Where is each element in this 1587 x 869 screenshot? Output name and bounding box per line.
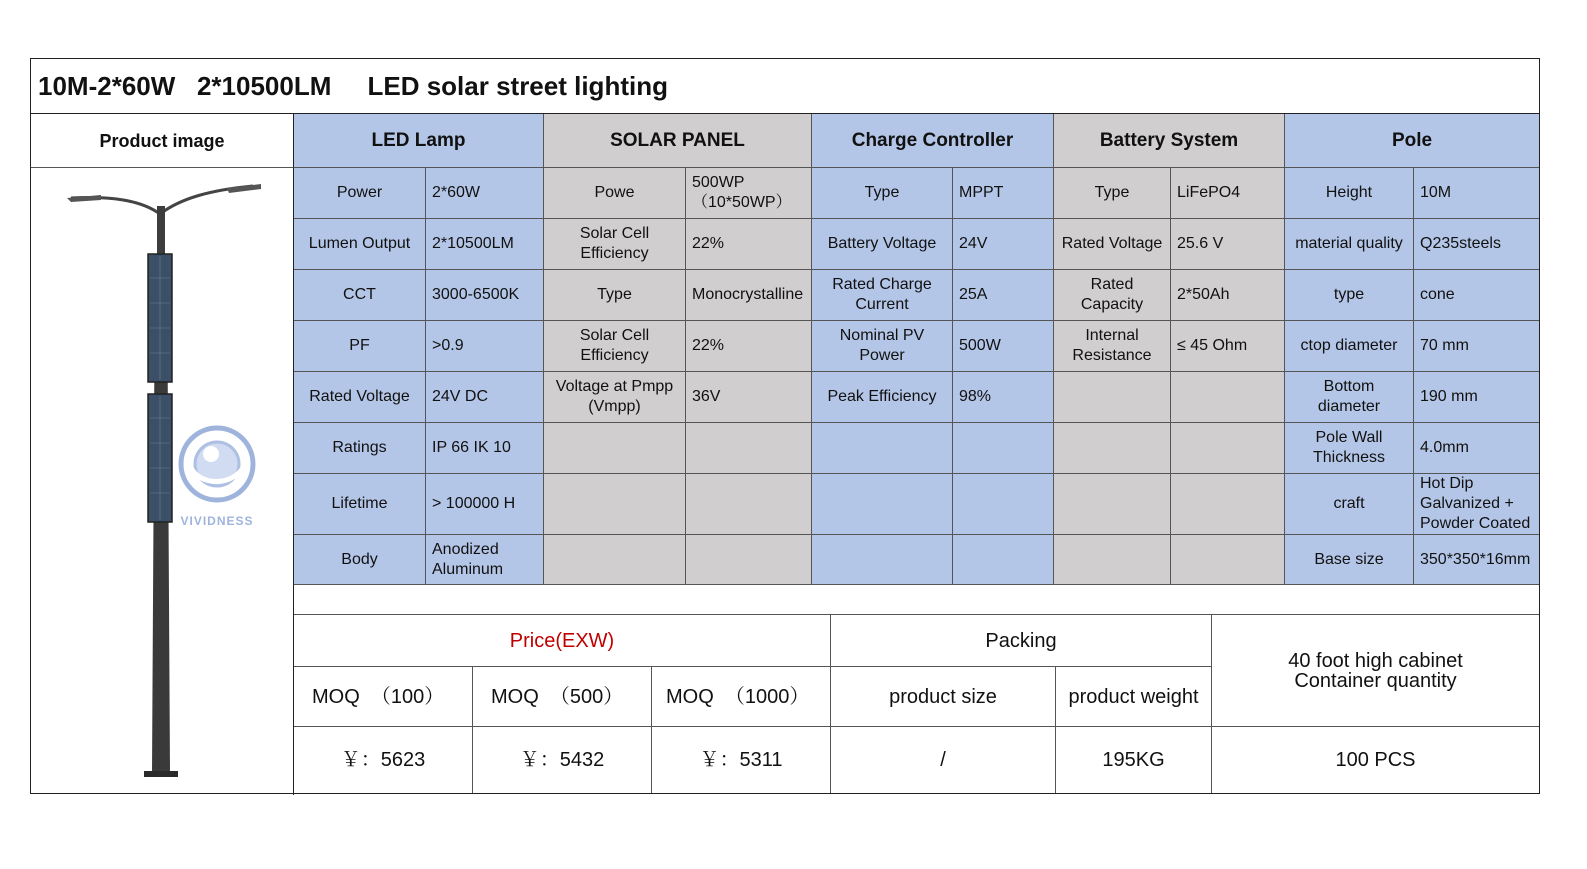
pole-header: Pole <box>1285 114 1539 168</box>
moq-1000-label: MOQ （1000） <box>652 667 831 727</box>
pole-value-row-2: Q235steels <box>1414 219 1539 270</box>
pole-value-row-7: Hot Dip Galvanized + Powder Coated <box>1414 474 1539 535</box>
pole-key-row-4: ctop diameter <box>1285 321 1414 372</box>
led-lamp-key-row-4: PF <box>294 321 426 372</box>
moq-100-label: MOQ （100） <box>294 667 473 727</box>
pole-value-row-5: 190 mm <box>1414 372 1539 423</box>
charge-controller-value-row-4: 500W <box>953 321 1054 372</box>
solar-panel-key-row-6 <box>544 423 686 474</box>
pole-key-row-5: Bottom diameter <box>1285 372 1414 423</box>
charge-controller-key-row-2: Battery Voltage <box>812 219 953 270</box>
charge-controller-key-row-3: Rated Charge Current <box>812 270 953 321</box>
led-lamp-value-row-8: Anodized Aluminum <box>426 535 544 585</box>
led-lamp-key-row-5: Rated Voltage <box>294 372 426 423</box>
pole-key-row-8: Base size <box>1285 535 1414 585</box>
pole-value-row-3: cone <box>1414 270 1539 321</box>
product-weight-label: product weight <box>1056 667 1212 727</box>
spec-sheet <box>30 58 1540 794</box>
pole-key-row-2: material quality <box>1285 219 1414 270</box>
product-weight-value: 195KG <box>1056 727 1212 793</box>
price-label: Price(EXW) <box>294 615 831 667</box>
right-lamp-head-icon <box>227 184 261 193</box>
charge-controller-key-row-6 <box>812 423 953 474</box>
price-moq-1000: ￥：5311 <box>652 727 831 793</box>
left-lamp-head-icon <box>67 195 101 202</box>
price-moq-100: ￥：5623 <box>294 727 473 793</box>
led-lamp-value-row-5: 24V DC <box>426 372 544 423</box>
led-lamp-header: LED Lamp <box>294 114 544 168</box>
pole-key-row-7: craft <box>1285 474 1414 535</box>
solar-panel-key-row-4: Solar Cell Efficiency <box>544 321 686 372</box>
battery-system-value-row-5 <box>1171 372 1285 423</box>
led-lamp-value-row-3: 3000-6500K <box>426 270 544 321</box>
charge-controller-value-row-8 <box>953 535 1054 585</box>
product-image <box>31 168 294 795</box>
charge-controller-value-row-5: 98% <box>953 372 1054 423</box>
battery-system-key-row-2: Rated Voltage <box>1054 219 1171 270</box>
charge-controller-value-row-7 <box>953 474 1054 535</box>
pole-base <box>144 771 178 777</box>
solar-panel-key-row-1: Powe <box>544 168 686 219</box>
led-lamp-value-row-1: 2*60W <box>426 168 544 219</box>
solar-panel-header: SOLAR PANEL <box>544 114 812 168</box>
charge-controller-key-row-8 <box>812 535 953 585</box>
solar-panel-value-row-6 <box>686 423 812 474</box>
battery-system-key-row-8 <box>1054 535 1171 585</box>
solar-panel-key-row-2: Solar Cell Efficiency <box>544 219 686 270</box>
street-light-illustration <box>31 168 292 795</box>
pole-value-row-8: 350*350*16mm <box>1414 535 1539 585</box>
charge-controller-key-row-5: Peak Efficiency <box>812 372 953 423</box>
product-size-value: / <box>831 727 1056 793</box>
vividness-logo <box>180 428 253 528</box>
led-lamp-key-row-3: CCT <box>294 270 426 321</box>
led-lamp-value-row-4: >0.9 <box>426 321 544 372</box>
battery-system-header: Battery System <box>1054 114 1285 168</box>
solar-panel-value-row-7 <box>686 474 812 535</box>
battery-system-value-row-8 <box>1171 535 1285 585</box>
charge-controller-value-row-6 <box>953 423 1054 474</box>
pole-value-row-6: 4.0mm <box>1414 423 1539 474</box>
container-label: 40 foot high cabinet Container quantity <box>1212 615 1539 727</box>
battery-system-key-row-3: Rated Capacity <box>1054 270 1171 321</box>
moq-500-label: MOQ （500） <box>473 667 652 727</box>
price-moq-500: ￥：5432 <box>473 727 652 793</box>
sheet-title: 10M-2*60W 2*10500LM LED solar street lighting <box>31 59 1539 114</box>
pole-key-row-6: Pole Wall Thickness <box>1285 423 1414 474</box>
battery-system-key-row-5 <box>1054 372 1171 423</box>
pole-key-row-1: Height <box>1285 168 1414 219</box>
battery-system-value-row-2: 25.6 V <box>1171 219 1285 270</box>
charge-controller-key-row-7 <box>812 474 953 535</box>
battery-system-key-row-4: Internal Resistance <box>1054 321 1171 372</box>
charge-controller-value-row-1: MPPT <box>953 168 1054 219</box>
battery-system-value-row-3: 2*50Ah <box>1171 270 1285 321</box>
solar-panel-value-row-5: 36V <box>686 372 812 423</box>
led-lamp-key-row-7: Lifetime <box>294 474 426 535</box>
product-image-header: Product image <box>31 114 294 168</box>
led-lamp-key-row-8: Body <box>294 535 426 585</box>
solar-panel-value-row-1: 500WP （10*50WP） <box>686 168 812 219</box>
battery-system-value-row-7 <box>1171 474 1285 535</box>
battery-system-value-row-4: ≤ 45 Ohm <box>1171 321 1285 372</box>
battery-system-value-row-6 <box>1171 423 1285 474</box>
led-lamp-key-row-1: Power <box>294 168 426 219</box>
led-lamp-value-row-7: > 100000 H <box>426 474 544 535</box>
led-lamp-value-row-6: IP 66 IK 10 <box>426 423 544 474</box>
packing-label: Packing <box>831 615 1212 667</box>
solar-panel-value-row-3: Monocrystalline <box>686 270 812 321</box>
solar-panel-value-row-2: 22% <box>686 219 812 270</box>
battery-system-key-row-7 <box>1054 474 1171 535</box>
charge-controller-key-row-1: Type <box>812 168 953 219</box>
pole-value-row-1: 10M <box>1414 168 1539 219</box>
spacer-row <box>294 585 1539 615</box>
led-lamp-key-row-6: Ratings <box>294 423 426 474</box>
charge-controller-header: Charge Controller <box>812 114 1054 168</box>
charge-controller-key-row-4: Nominal PV Power <box>812 321 953 372</box>
solar-panel-key-row-3: Type <box>544 270 686 321</box>
product-size-label: product size <box>831 667 1056 727</box>
battery-system-value-row-1: LiFePO4 <box>1171 168 1285 219</box>
led-lamp-key-row-2: Lumen Output <box>294 219 426 270</box>
container-quantity-value: 100 PCS <box>1212 727 1539 793</box>
solar-panel-value-row-8 <box>686 535 812 585</box>
solar-panel-key-row-7 <box>544 474 686 535</box>
charge-controller-value-row-2: 24V <box>953 219 1054 270</box>
led-lamp-value-row-2: 2*10500LM <box>426 219 544 270</box>
pole-key-row-3: type <box>1285 270 1414 321</box>
pole-top <box>157 206 165 256</box>
charge-controller-value-row-3: 25A <box>953 270 1054 321</box>
solar-panel-key-row-8 <box>544 535 686 585</box>
solar-panel-key-row-5: Voltage at Pmpp (Vmpp) <box>544 372 686 423</box>
battery-system-key-row-6 <box>1054 423 1171 474</box>
logo-text: VIVIDNESS <box>180 514 254 528</box>
battery-system-key-row-1: Type <box>1054 168 1171 219</box>
pole-value-row-4: 70 mm <box>1414 321 1539 372</box>
solar-panel-value-row-4: 22% <box>686 321 812 372</box>
